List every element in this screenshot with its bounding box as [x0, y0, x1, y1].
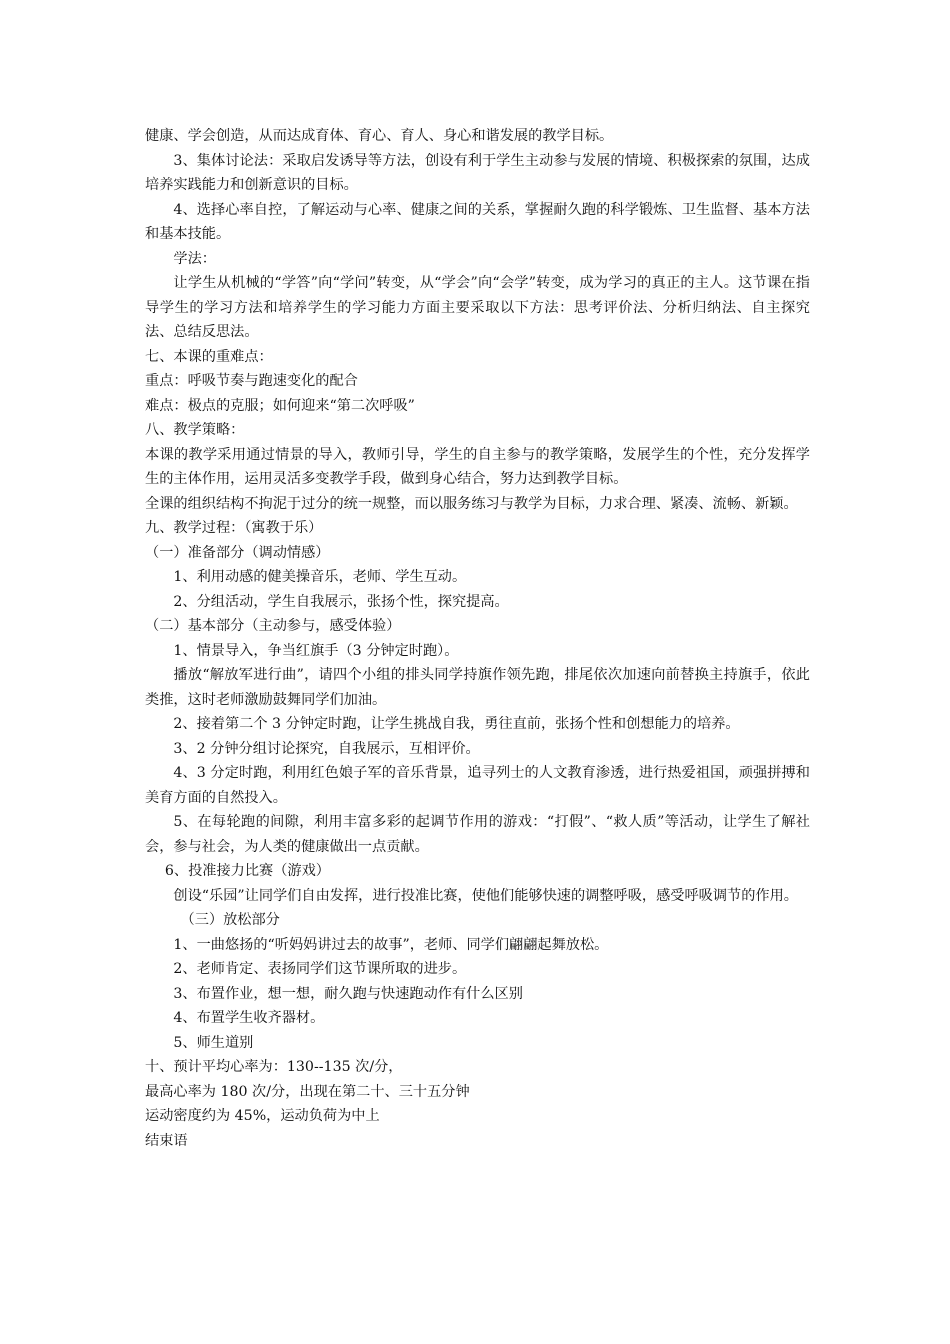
list-item-prep-1: 1、利用动感的健美操音乐，老师、学生互动。 — [173, 569, 467, 585]
list-item-basic-6: 6、投准接力比赛（游戏） — [164, 863, 330, 879]
paragraph-paradise-game: 创设“乐园”让同学们自由发挥，进行投准比赛，使他们能够快速的调整呼吸，感受呼吸调节的作用。 — [173, 887, 798, 904]
document-page — [145, 124, 810, 1153]
paragraph-teaching-goal-end: 健康、学会创造，从而达成育体、育心、育人、身心和谐发展的教学目标。 — [145, 128, 614, 144]
list-item-basic-5: 5、在每轮跑的间隙，利用丰富多彩的起调节作用的游戏：“打假”、“救人质”等活动，让学生了解社会，参与社会，为人类的健康做出一点贡献。 — [145, 814, 810, 855]
paragraph-exercise-density: 运动密度约为 45%，运动负荷为中上 — [145, 1108, 380, 1124]
list-item-prep-2: 2、分组活动，学生自我展示，张扬个性，探究提高。 — [173, 593, 509, 610]
heading-study-method: 学法： — [173, 250, 216, 267]
list-item-basic-3: 3、2 分钟分组讨论探究，自我展示，互相评价。 — [173, 740, 480, 757]
heading-basic-part: （二）基本部分（主动参与，感受体验） — [145, 618, 401, 634]
paragraph-organization: 全课的组织结构不拘泥于过分的统一规整，而以服务练习与教学为目标，力求合理、紧凑、流畅、新颖。 — [145, 495, 798, 512]
list-item-relax-1: 1、一曲悠扬的“听妈妈讲过去的故事”，老师、同学们翩翩起舞放松。 — [173, 936, 609, 953]
list-item-basic-2: 2、接着第二个 3 分钟定时跑，让学生挑战自我，勇往直前，张扬个性和创想能力的培养。 — [173, 716, 740, 732]
list-item-relax-3: 3、布置作业，想一想，耐久跑与快速跑动作有什么区别 — [173, 985, 523, 1002]
list-item-relax-5: 5、师生道别 — [173, 1034, 254, 1051]
paragraph-key-point: 重点：呼吸节奏与跑速变化的配合 — [145, 373, 358, 389]
list-item-basic-1: 1、情景导入，争当红旗手（3 分钟定时跑）。 — [173, 642, 459, 659]
paragraph-max-heart-rate: 最高心率为 180 次/分，出现在第二十、三十五分钟 — [145, 1083, 470, 1100]
paragraph-teaching-strategy: 本课的教学采用通过情景的导入，教师引导，学生的自主参与的教学策略，发展学生的个性，充分发挥学生的主体作用，运用灵活多变教学手段，做到身心结合，努力达到教学目标。 — [145, 446, 810, 487]
paragraph-group-discussion: 3、集体讨论法：采取启发诱导等方法，创设有利于学生主动参与发展的情境、积极探索的氛围，达成培养实践能力和创新意识的目标。 — [145, 152, 810, 193]
heading-teaching-strategy: 八、教学策略： — [145, 422, 245, 438]
heading-heart-rate: 十、预计平均心率为：130--135 次/分， — [145, 1059, 403, 1075]
list-item-relax-4: 4、布置学生收齐器材。 — [173, 1010, 325, 1026]
heading-relaxation-part: （三）放松部分 — [180, 912, 280, 928]
list-item-relax-2: 2、老师肯定、表扬同学们这节课所取的进步。 — [173, 961, 467, 977]
heading-teaching-process: 九、教学过程：（寓教于乐） — [145, 520, 323, 536]
heading-key-points: 七、本课的重难点： — [145, 348, 273, 365]
paragraph-march-music: 播放“解放军进行曲”，请四个小组的排头同学持旗作领先跑，排尾依次加速向前替换主持旗手，依此类推，这时老师激励鼓舞同学们加油。 — [145, 667, 810, 708]
heading-preparation-part: （一）准备部分（调动情感） — [145, 544, 330, 561]
paragraph-study-method: 让学生从机械的“学答”向“学问”转变，从“学会”向“会学”转变，成为学习的真正的主人。这节课在指导学生的学习方法和培养学生的学习能力方面主要采取以下方法：思考评价法、分析归纳法、自主探究法、总结反思法。 — [145, 275, 810, 340]
list-item-basic-4: 4、3 分定时跑，利用红色娘子军的音乐背景，追寻列士的人文教育渗透，进行热爱祖国，顽强拼搏和美育方面的自然投入。 — [145, 765, 810, 806]
paragraph-difficult-point: 难点：极点的克服；如何迎来“第二次呼吸” — [145, 397, 415, 414]
paragraph-heart-rate-control: 4、选择心率自控，了解运动与心率、健康之间的关系，掌握耐久跑的科学锻炼、卫生监督、基本方法和基本技能。 — [145, 201, 810, 242]
heading-closing: 结束语 — [145, 1132, 188, 1149]
